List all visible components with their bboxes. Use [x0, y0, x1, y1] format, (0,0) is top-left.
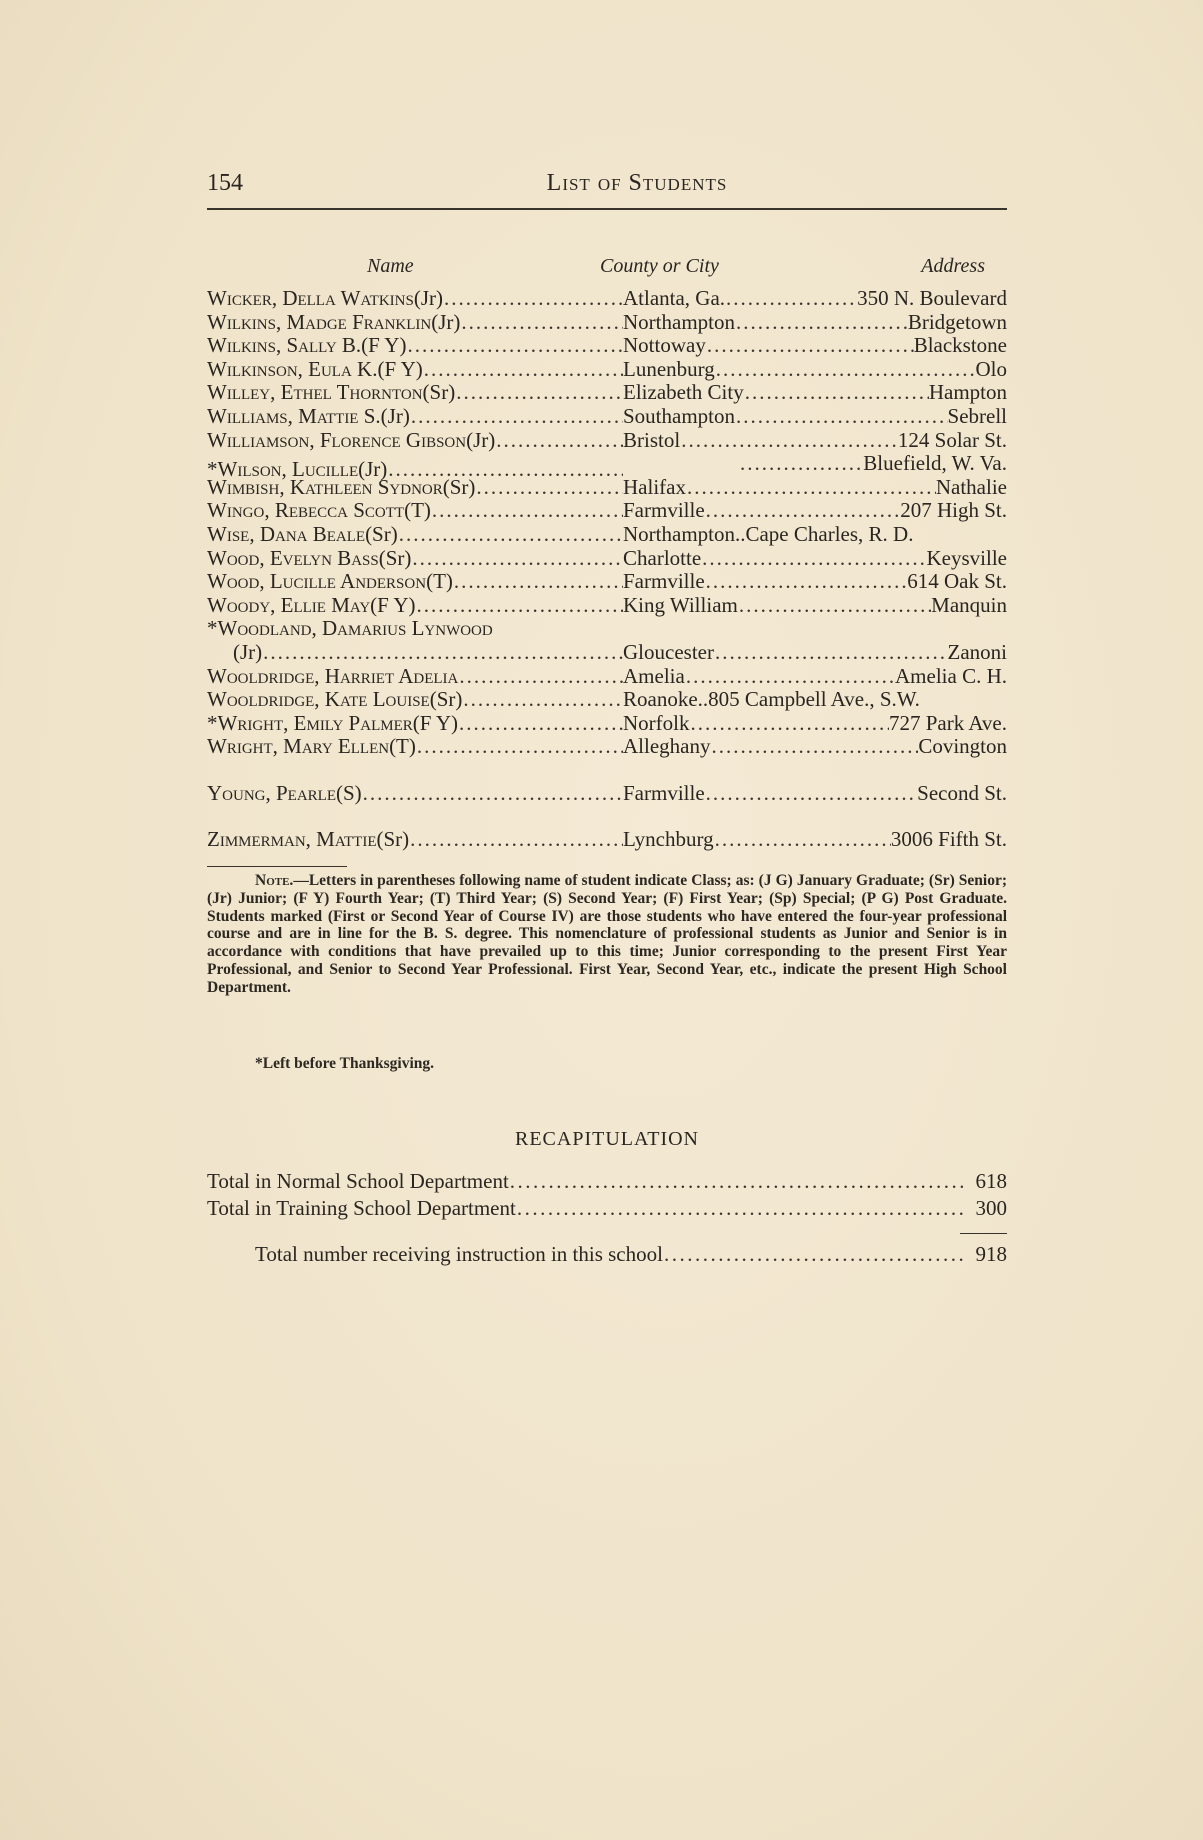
student-name: Williams, Mattie S.	[207, 404, 381, 428]
student-class: (F Y)	[377, 357, 423, 381]
student-county: Norfolk	[623, 711, 690, 735]
student-county: Northampton	[623, 310, 735, 334]
student-address: 805 Campbell Ave., S.W.	[708, 688, 920, 712]
student-row	[207, 712, 1007, 736]
student-county: Gloucester	[623, 640, 714, 664]
running-title: List of Students	[546, 170, 728, 196]
student-address: Bridgetown	[907, 310, 1007, 334]
student-address: Sebrell	[947, 404, 1007, 428]
student-class: (Sr)	[376, 828, 410, 852]
student-row	[207, 452, 1007, 481]
column-headers	[207, 255, 1007, 283]
student-name: Young, Pearle	[207, 781, 336, 805]
student-row	[207, 547, 1007, 571]
student-county: Lynchburg	[623, 828, 714, 852]
student-name: Wilkins, Sally B.	[207, 334, 362, 358]
student-county: Halifax	[623, 475, 686, 499]
student-row	[207, 828, 1007, 852]
student-name: Wood, Lucille Anderson	[207, 570, 427, 594]
student-class: (Jr)	[380, 404, 410, 428]
student-county: Roanoke	[623, 688, 698, 712]
student-row	[207, 429, 1007, 453]
student-county: Amelia	[623, 664, 685, 688]
student-county: Farmville	[623, 570, 705, 594]
student-row: Wooldridge, Kate Louise (Sr) ..... Roanoke .. 805 Campbell Ave., S.W.	[207, 688, 1007, 712]
class-note	[207, 872, 1007, 997]
student-class: (Jr)	[233, 640, 263, 664]
recap-value: 618	[975, 1169, 1007, 1193]
student-row-continued	[207, 641, 1007, 665]
student-address: Hampton	[928, 381, 1007, 405]
student-address: 3006 Fifth St.	[890, 828, 1007, 852]
recap-value: 300	[975, 1196, 1007, 1220]
student-class: (F Y)	[412, 711, 459, 735]
header-rule	[207, 208, 1007, 210]
student-class: (T)	[404, 499, 431, 523]
student-row: Wise, Dana Beale (Sr) ..... Northampton .. Cape Charles, R. D.	[207, 523, 1007, 547]
student-class: (Jr)	[431, 310, 461, 334]
student-address: Bluefield, W. Va.	[863, 452, 1007, 476]
student-class: (Sr)	[378, 546, 412, 570]
student-name: Wooldridge, Kate Louise	[207, 688, 430, 712]
student-address: Amelia C. H.	[895, 664, 1007, 688]
student-county: Farmville	[623, 781, 705, 805]
student-class: (F Y)	[370, 593, 416, 617]
recapitulation-title: RECAPITULATION	[515, 1128, 699, 1150]
student-class: (S)	[336, 781, 362, 805]
student-address: 614 Oak St.	[907, 570, 1007, 594]
student-address: Covington	[918, 735, 1007, 759]
student-address: 727 Park Ave.	[888, 711, 1007, 735]
student-county: Southampton	[623, 404, 736, 428]
student-row	[207, 311, 1007, 335]
student-address: Second St.	[917, 781, 1007, 805]
student-name: Wimbish, Kathleen Sydnor	[207, 475, 443, 499]
student-row	[207, 334, 1007, 358]
recapitulation-table	[207, 1168, 1007, 1222]
student-name: Wicker, Della Watkins	[207, 287, 414, 310]
student-class: (Jr)	[466, 428, 496, 452]
student-name: Williamson, Florence Gibson	[207, 428, 467, 452]
note-rule	[207, 866, 347, 867]
note-label: Note.	[255, 872, 294, 889]
student-county: Bristol	[623, 428, 681, 452]
student-name: Wood, Evelyn Bass	[207, 546, 379, 570]
student-row	[207, 381, 1007, 405]
student-row	[207, 594, 1007, 618]
recap-row	[207, 1195, 1007, 1222]
student-name: Wilkinson, Eula K.	[207, 357, 378, 381]
student-name: *Woodland, Damarius Lynwood	[207, 617, 493, 641]
total-value: 918	[975, 1242, 1007, 1266]
note-text: —Letters in parentheses following name of student indicate Class; as: (J G) January Graduate; (Sr) Senior; (Jr) Junior; (F Y) Fourth Year; (T) Third Year; (S) Second Year; (F) First Year; (Sp) Special; (P G) Post Graduate. Students marked (First or Second Year of Course IV) are those students who have entered the four-year professional course and are in line for the B. S. degree. This nomenclature of professional students as Junior and Senior is in accordance with conditions that have prevailed up to this time; Junior corresponding to the present First Year Professional, and Senior to Second Year Professional. First Year, Second Year, etc., indicate the present High School Department.	[207, 872, 1007, 996]
student-row	[207, 358, 1007, 382]
column-header-name: Name	[367, 255, 414, 277]
student-address: Zanoni	[947, 640, 1007, 664]
student-address: Nathalie	[935, 475, 1007, 499]
student-county: King William	[623, 593, 738, 617]
student-class: (F Y)	[361, 334, 407, 358]
column-header-county: County or City	[600, 255, 719, 277]
student-address: Keysville	[926, 546, 1007, 570]
recap-row	[207, 1168, 1007, 1195]
student-class: (Sr)	[442, 475, 476, 499]
student-class: (Sr)	[429, 688, 463, 712]
page-number: 154	[207, 170, 243, 196]
student-name: Zimmerman, Mattie	[207, 828, 377, 852]
student-county: Nottoway	[623, 334, 706, 358]
student-row	[207, 499, 1007, 523]
student-row	[207, 735, 1007, 759]
student-county: Atlanta, Ga.	[623, 287, 726, 310]
student-address: Manquin	[931, 593, 1007, 617]
total-label: Total number receiving instruction in this school	[255, 1242, 663, 1266]
student-name: Wise, Dana Beale	[207, 522, 366, 546]
student-address: Blackstone	[913, 334, 1007, 358]
student-county: Northampton	[623, 522, 735, 546]
student-class: (Jr)	[358, 457, 388, 481]
student-class: (T)	[426, 570, 453, 594]
student-row	[207, 570, 1007, 594]
footnote: *Left before Thanksgiving.	[255, 1055, 434, 1072]
student-name: Willey, Ethel Thornton	[207, 381, 423, 405]
student-name: Wingo, Rebecca Scott	[207, 499, 405, 523]
student-name: Woody, Ellie May	[207, 593, 371, 617]
student-address: 350 N. Boulevard	[857, 287, 1007, 310]
student-row	[207, 617, 1007, 641]
student-name: *Wilson, Lucille	[207, 457, 359, 481]
student-row	[207, 405, 1007, 429]
student-county: Charlotte	[623, 546, 702, 570]
student-address: Olo	[975, 357, 1007, 381]
county-blank-dash	[633, 452, 729, 470]
column-header-address: Address	[921, 255, 985, 277]
student-county: Alleghany	[623, 735, 711, 759]
student-county: Lunenburg	[623, 357, 715, 381]
student-class: (Sr)	[422, 381, 456, 405]
recap-total-row	[255, 1242, 1007, 1267]
student-name: *Wright, Emily Palmer	[207, 711, 413, 735]
student-address: Cape Charles, R. D.	[745, 522, 914, 546]
page-header	[207, 170, 1007, 206]
student-class: (Jr)	[413, 287, 443, 310]
student-address: 207 High St.	[900, 499, 1007, 523]
student-row	[207, 665, 1007, 689]
student-row	[207, 476, 1007, 500]
sum-rule	[960, 1233, 1007, 1234]
student-row	[207, 782, 1007, 806]
recap-label: Total in Training School Department	[207, 1196, 516, 1220]
student-name: Wilkins, Madge Franklin	[207, 310, 432, 334]
student-address: 124 Solar St.	[897, 428, 1007, 452]
student-name: Wright, Mary Ellen	[207, 735, 390, 759]
student-name: Wooldridge, Harriet Adelia	[207, 664, 459, 688]
student-row	[207, 287, 1007, 311]
student-class: (T)	[389, 735, 416, 759]
student-list	[207, 287, 1007, 852]
student-county: Farmville	[623, 499, 705, 523]
student-class: (Sr)	[365, 522, 398, 546]
recap-label: Total in Normal School Department	[207, 1169, 509, 1193]
student-county: Elizabeth City	[623, 381, 744, 405]
